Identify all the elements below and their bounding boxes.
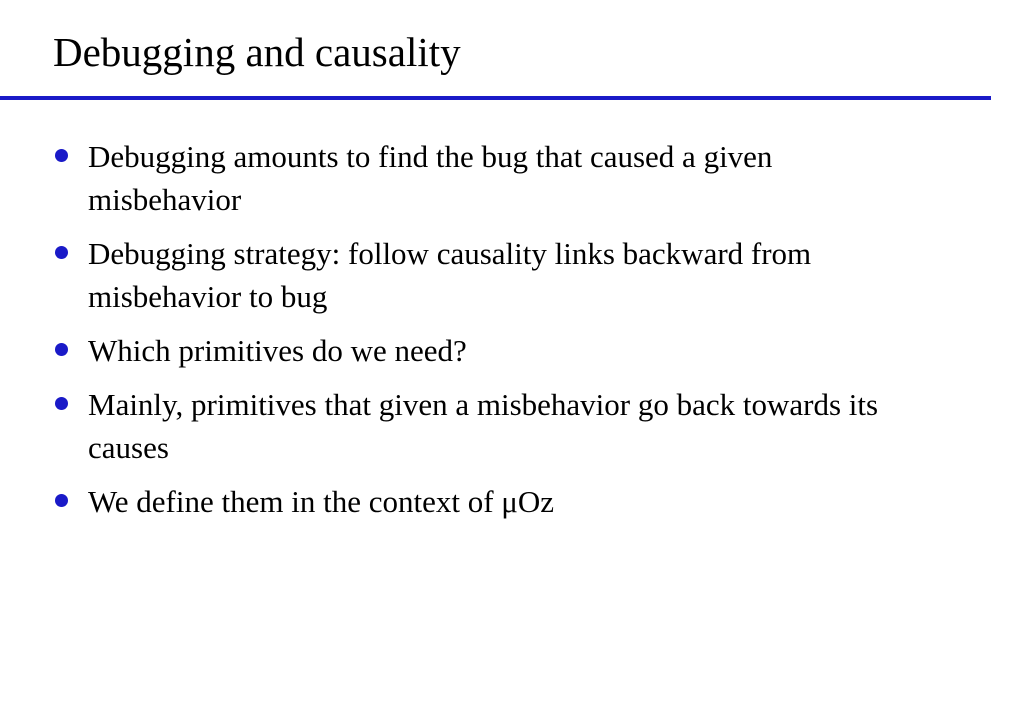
bullet-item (0, 480, 918, 523)
bullet-item (0, 329, 918, 372)
bullet-text: Which primitives do we need? (88, 333, 467, 368)
bullet-text: We define them in the context of μOz (88, 484, 555, 519)
title-divider (0, 96, 991, 100)
bullet-text: Debugging strategy: follow causality links backward from misbehavior to bug (88, 236, 812, 314)
bullet-dot-icon (55, 343, 68, 356)
bullet-text: Debugging amounts to find the bug that caused a given misbehavior (88, 139, 773, 217)
bullet-dot-icon (55, 149, 68, 162)
bullet-item (0, 232, 918, 318)
bullet-text: Mainly, primitives that given a misbehavior go back towards its causes (88, 387, 879, 465)
bullet-list (0, 135, 1024, 534)
slide-title: Debugging and causality (53, 29, 461, 75)
bullet-item (0, 135, 918, 221)
bullet-dot-icon (55, 397, 68, 410)
bullet-dot-icon (55, 494, 68, 507)
bullet-dot-icon (55, 246, 68, 259)
bullet-item (0, 383, 918, 469)
